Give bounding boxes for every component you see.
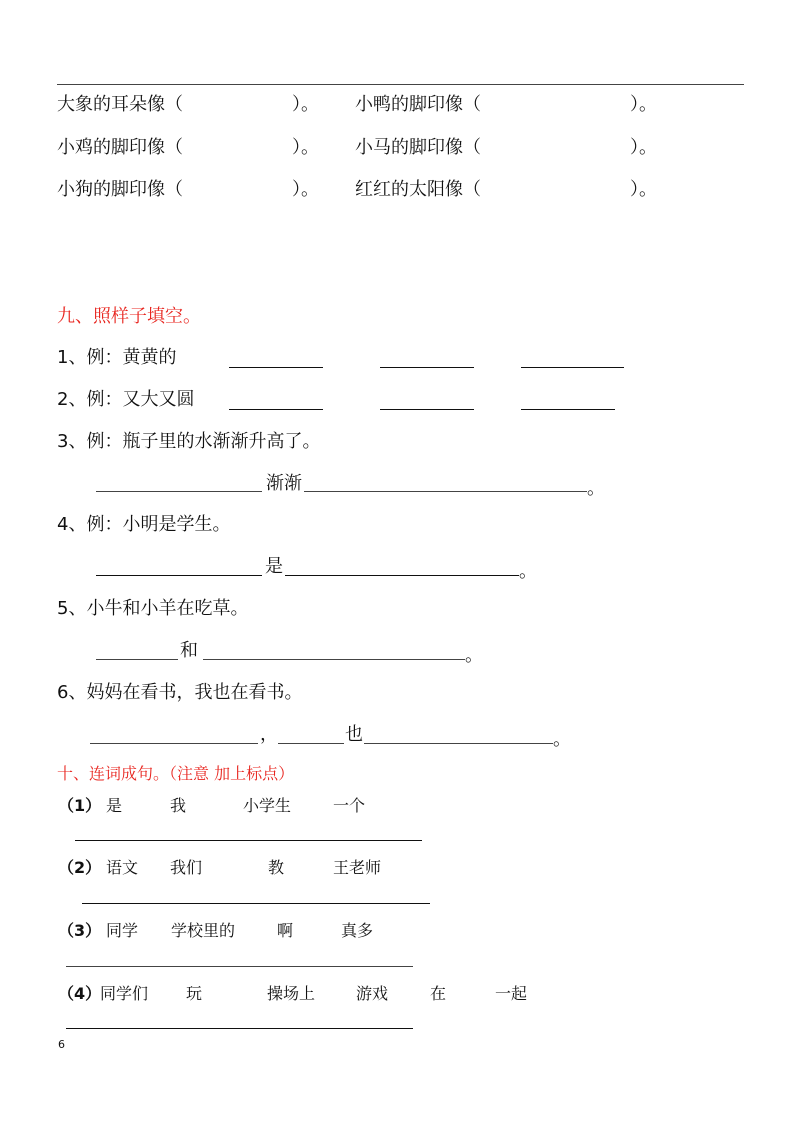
item-number: 3 [57,431,69,452]
answer-line[interactable] [66,966,413,967]
answer-line[interactable] [66,1028,413,1029]
fill-end: 。 [587,478,605,499]
fill-word: 是 [265,556,283,577]
word-card: 王老师 [333,858,382,877]
blank-line[interactable] [364,743,553,744]
blank-line[interactable] [229,367,323,368]
word-card: 同学 [106,921,139,940]
fill-end: 。 [465,645,483,666]
blank-line[interactable] [278,743,344,744]
word-card: 游戏 [356,984,389,1003]
simile-right: ）。 [292,94,319,115]
blank-line[interactable] [380,409,474,410]
item-text: 例：瓶子里的水渐渐升高了。 [86,431,321,452]
blank-line[interactable] [96,659,178,660]
fill-end: 。 [519,561,537,582]
blank-line[interactable] [96,575,262,576]
item-4 [57,514,230,536]
sentence-number: （3） [58,921,102,940]
simile-left: 小马的脚印像（ [355,137,481,158]
blank-line[interactable] [96,491,262,492]
fill-end: 。 [553,729,571,750]
blank-line[interactable] [380,367,474,368]
item-sep: 、 [68,431,87,452]
section9-title: 九、照样子填空。 [57,306,201,327]
item-text: 例：又大又圆 [86,389,195,410]
answer-line[interactable] [82,903,430,904]
simile-right: ）。 [630,94,657,115]
word-card: 学校里的 [171,921,236,940]
item-text: 例：小明是学生。 [86,514,231,535]
word-card: 玩 [186,984,203,1003]
blank-line[interactable] [203,659,465,660]
item-number: 6 [57,682,69,703]
item-number: 1 [57,347,69,368]
item-6 [57,682,302,704]
word-card: 一起 [495,984,528,1003]
item-5 [57,598,248,620]
blank-line[interactable] [521,367,624,368]
word-card: 在 [430,984,447,1003]
item-sep: 、 [68,682,87,703]
simile-left: 小鸭的脚印像（ [355,94,481,115]
item-number: 5 [57,598,69,619]
simile-left: 小鸡的脚印像（ [57,137,183,158]
word-card: 我们 [170,858,203,877]
word-card: 真多 [341,921,374,940]
blank-line[interactable] [521,409,615,410]
item-sep: 、 [68,347,87,368]
word-card: 教 [268,858,285,877]
item-text: 妈妈在看书，我也在看书。 [86,682,303,703]
fill-word: 也 [345,724,363,745]
item-text: 例：黄黄的 [86,347,177,368]
item-number: 4 [57,514,69,535]
fill-comma: ， [260,724,278,745]
section10-title: 十、连词成句。（注意 加上标点） [57,764,295,783]
header-rule [57,84,744,85]
sentence-number: （4） [58,984,102,1003]
item-sep: 、 [68,598,87,619]
word-card: 是 [106,796,123,815]
simile-right: ）。 [292,137,319,158]
sentence-number: （1） [58,796,102,815]
page-number: 6 [58,1038,65,1051]
fill-word: 和 [180,640,198,661]
word-card: 同学们 [100,984,149,1003]
blank-line[interactable] [285,575,519,576]
answer-line[interactable] [75,840,422,841]
blank-line[interactable] [229,409,323,410]
word-card: 小学生 [243,796,292,815]
fill-word: 渐渐 [266,473,302,494]
simile-left: 小狗的脚印像（ [57,179,183,200]
item-sep: 、 [68,514,87,535]
item-2 [57,389,194,411]
item-3 [57,431,320,453]
blank-line[interactable] [304,491,587,492]
item-text: 小牛和小羊在吃草。 [86,598,249,619]
blank-line[interactable] [90,743,258,744]
word-card: 我 [170,796,187,815]
word-card: 一个 [333,796,366,815]
word-card: 啊 [277,921,294,940]
simile-left: 红红的太阳像（ [355,179,481,200]
word-card: 语文 [106,858,139,877]
simile-left: 大象的耳朵像（ [57,94,183,115]
item-1 [57,347,176,369]
simile-right: ）。 [292,179,319,200]
item-number: 2 [57,389,69,410]
simile-right: ）。 [630,179,657,200]
item-sep: 、 [68,389,87,410]
word-card: 操场上 [267,984,316,1003]
simile-right: ）。 [630,137,657,158]
sentence-number: （2） [58,858,102,877]
